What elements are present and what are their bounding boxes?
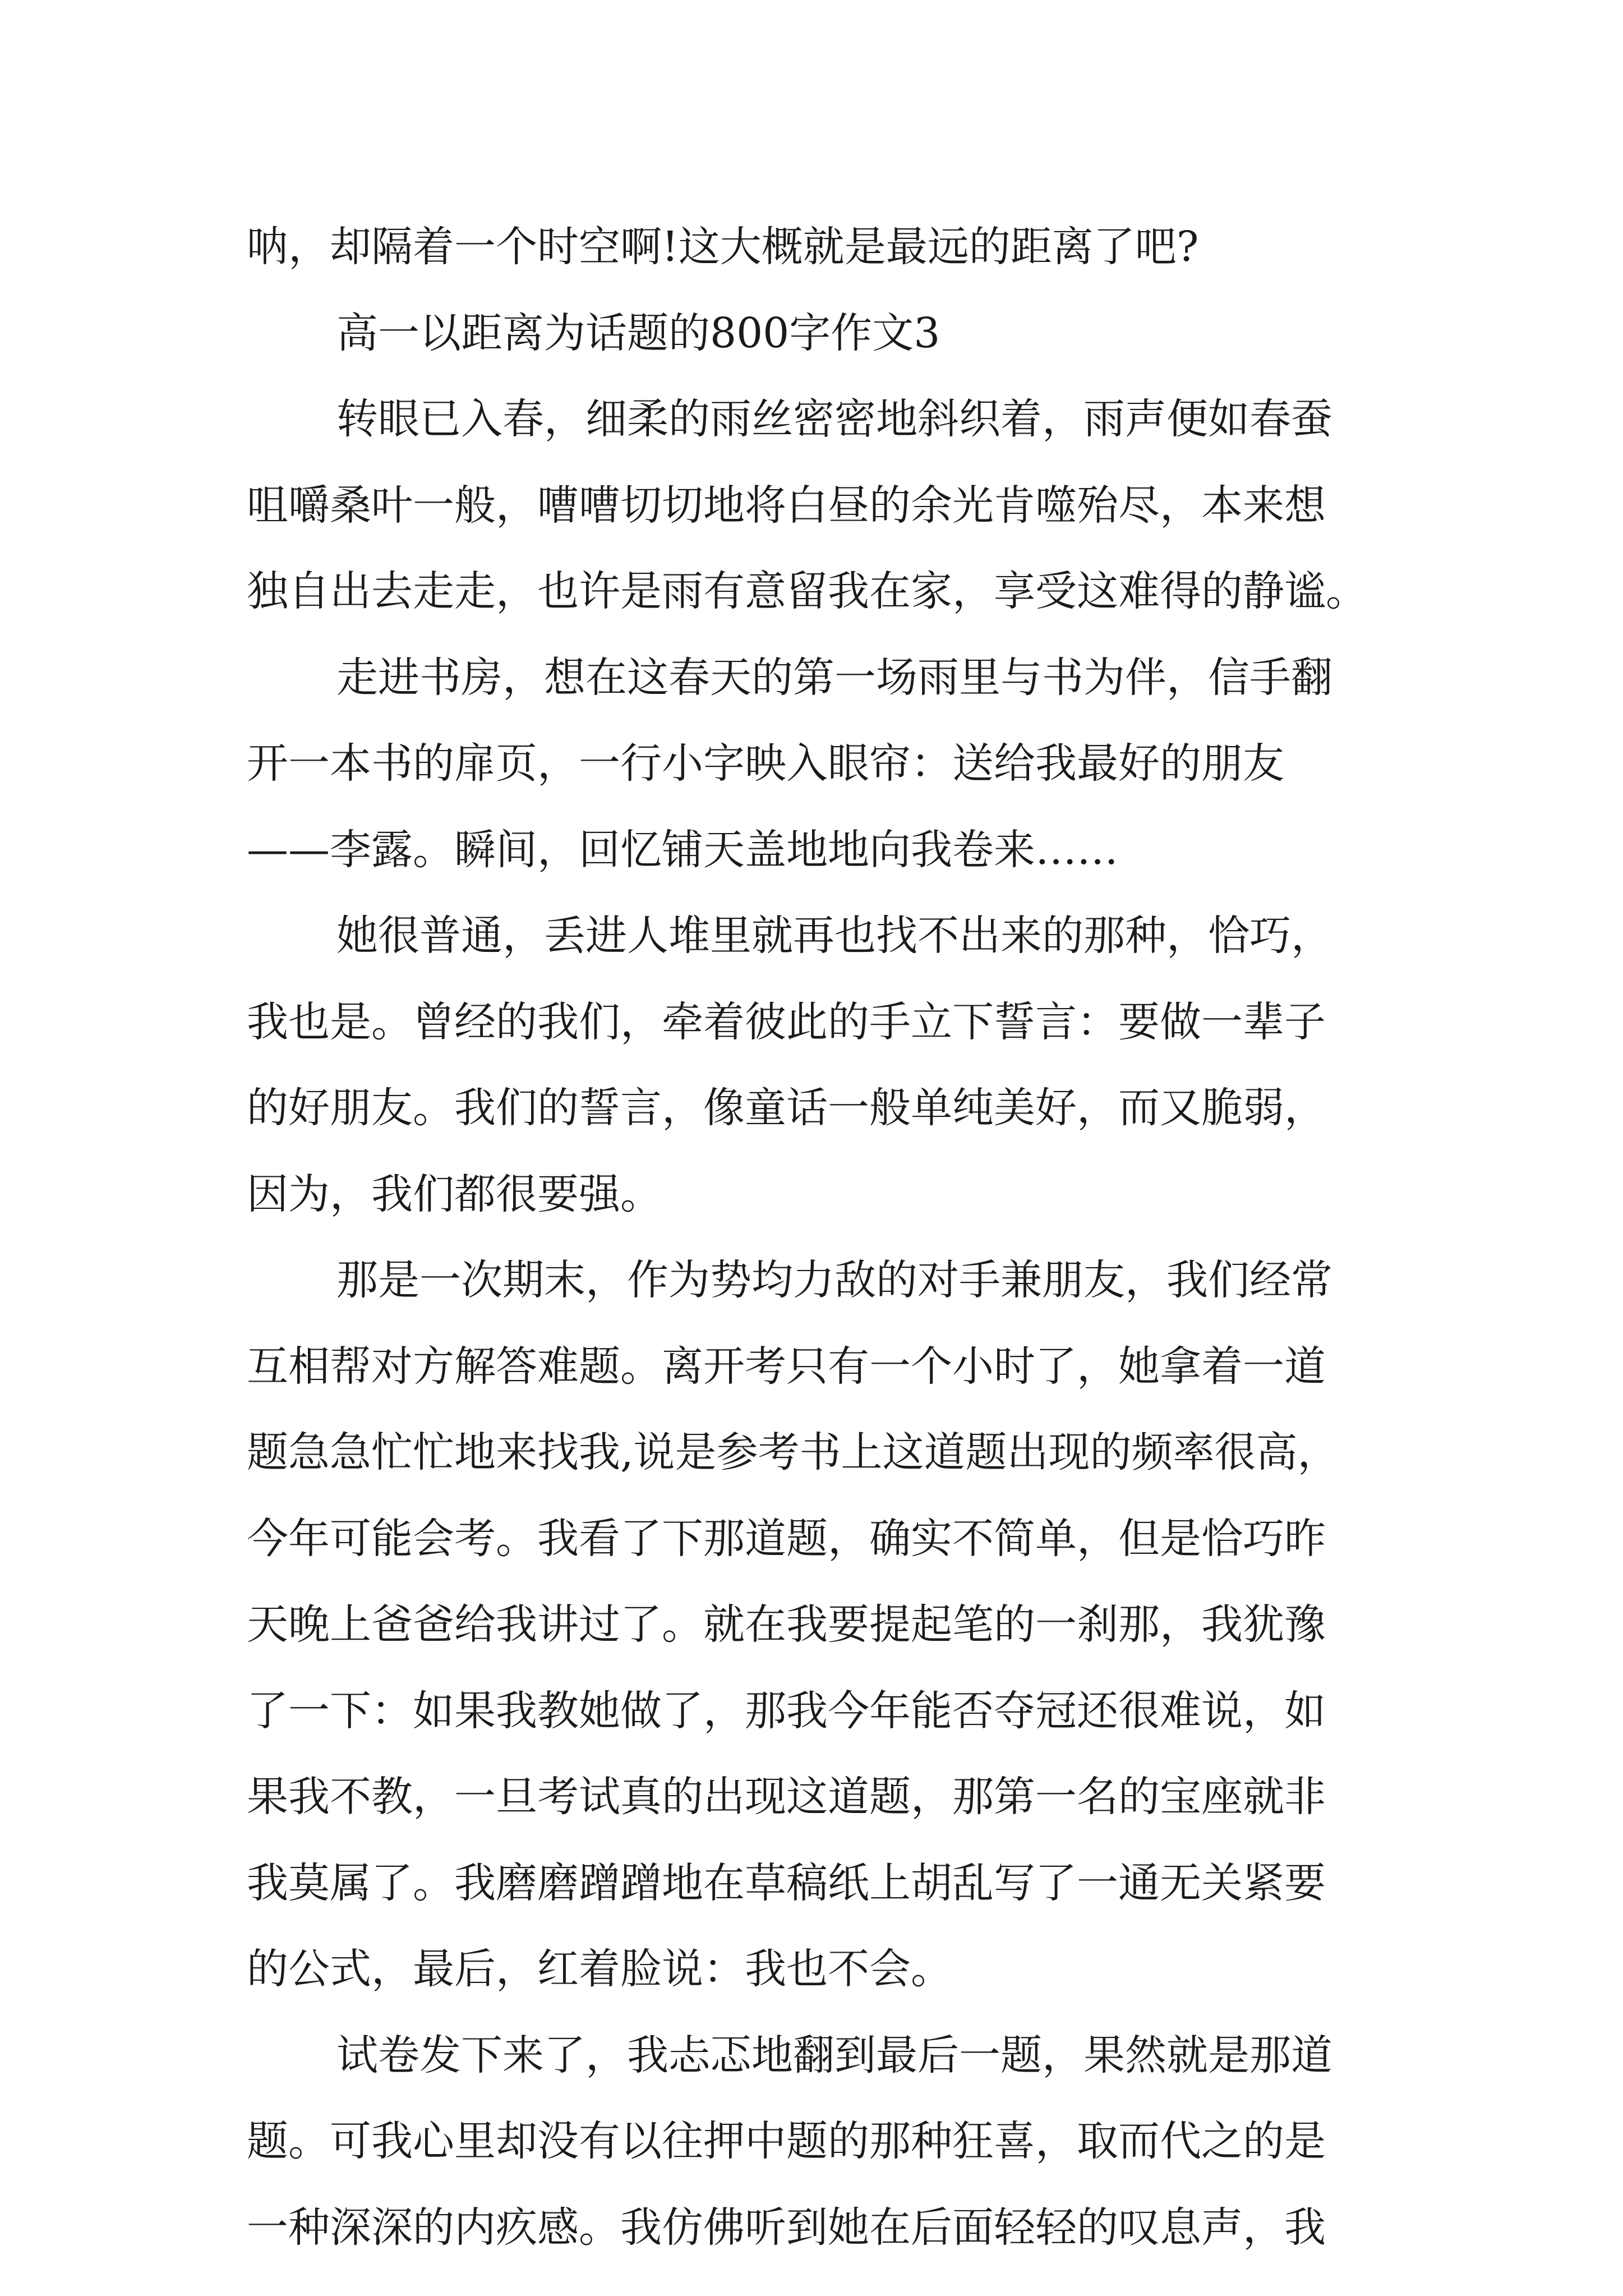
text-line: 互相帮对方解答难题。离开考只有一个小时了，她拿着一道 [247,1342,1326,1391]
text-line: 天晚上爸爸给我讲过了。就在我要提起笔的一刹那，我犹豫 [247,1600,1326,1649]
paragraph-first-line: 转眼已入春，细柔的雨丝密密地斜织着，雨声便如春蚕 [336,395,1332,443]
text-line: 一种深深的内疚感。我仿佛听到她在后面轻轻的叹息声，我 [247,2203,1326,2252]
text-line: 我莫属了。我磨磨蹭蹭地在草稿纸上胡乱写了一通无关紧要 [247,1858,1326,1907]
paragraph-first-line: 她很普通，丢进人堆里就再也找不出来的那种，恰巧， [336,912,1332,960]
text-line: 了一下：如果我教她做了，那我今年能否夺冠还很难说，如 [247,1686,1326,1735]
text-line: 因为，我们都很要强。 [247,1170,662,1218]
text-line: 今年可能会考。我看了下那道题，确实不简单，但是恰巧昨 [247,1514,1326,1563]
essay-body [247,204,1391,2271]
text-line: ——李露。瞬间，回忆铺天盖地地向我卷来…… [247,825,1118,874]
text-line: 咀嚼桑叶一般，嘈嘈切切地将白昼的余光肯噬殆尽，本来想 [247,481,1326,530]
text-line: 题。可我心里却没有以往押中题的那种狂喜，取而代之的是 [247,2117,1326,2165]
text-line: 的公式，最后，红着脸说：我也不会。 [247,1945,952,1993]
text-line: 的好朋友。我们的誓言，像童话一般单纯美好，而又脆弱， [247,1084,1326,1132]
text-line: 果我不教，一旦考试真的出现这道题，那第一名的宝座就非 [247,1773,1326,1821]
paragraph-first-line: 走进书房，想在这春天的第一场雨里与书为伴，信手翻 [336,653,1332,702]
paragraph-first-line: 试卷发下来了，我忐忑地翻到最后一题，果然就是那道 [336,2031,1332,2079]
text-line: 呐，却隔着一个时空啊!这大概就是最远的距离了吧? [247,223,1199,271]
paragraph-first-line: 那是一次期末，作为势均力敌的对手兼朋友，我们经常 [336,1256,1332,1304]
text-line: 我也是。曾经的我们，牵着彼此的手立下誓言：要做一辈子 [247,997,1326,1046]
text-line: 题急急忙忙地来找我,说是参考书上这道题出现的频率很高， [247,1428,1339,1476]
essay-heading: 高一以距离为话题的800字作文3 [336,309,940,357]
text-line: 开一本书的扉页，一行小字映入眼帘：送给我最好的朋友 [247,739,1284,788]
text-line: 独自出去走走，也许是雨有意留我在家，享受这难得的静谧。 [247,567,1367,615]
